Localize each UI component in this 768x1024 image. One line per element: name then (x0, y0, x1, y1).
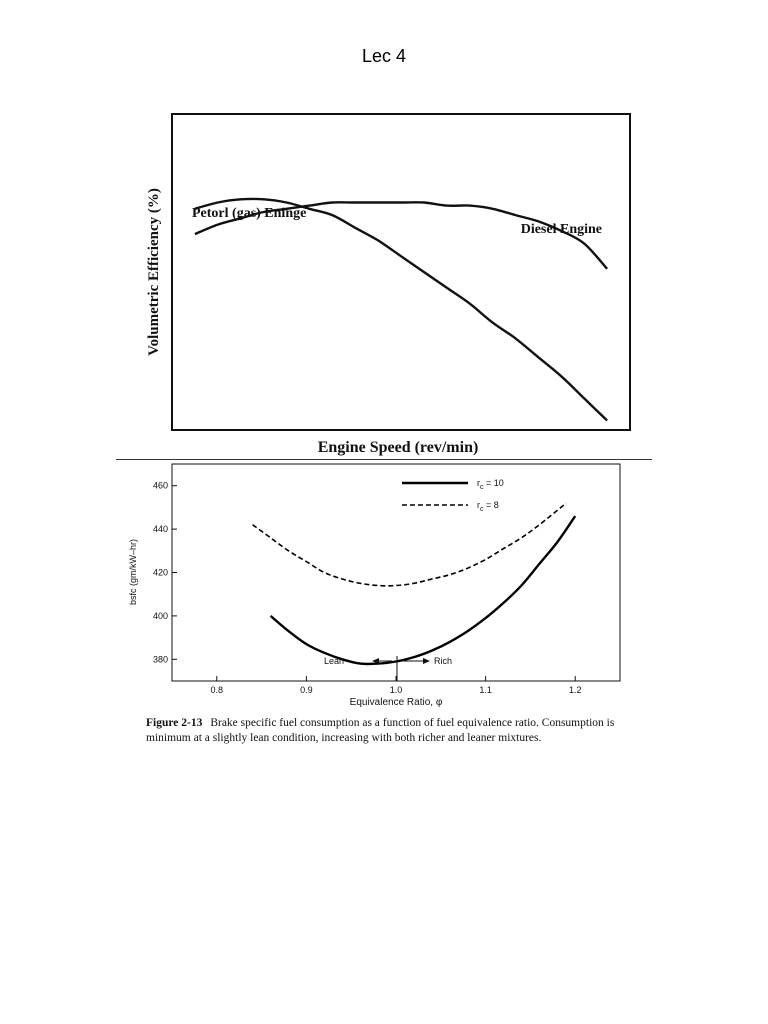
y-tick-label: 440 (152, 524, 168, 535)
figure-caption (146, 716, 616, 746)
y-tick-label: 380 (152, 654, 168, 665)
bsfc-chart (120, 462, 630, 712)
y-tick-label: 400 (152, 610, 168, 621)
caption-label: Figure 2-13 (146, 717, 203, 729)
series-line-rc10 (271, 516, 576, 664)
y-axis-label: bsfc (gm/kW–hr) (128, 538, 138, 606)
x-axis-label: Engine Speed (rev/min) (317, 439, 479, 456)
legend-label-rc8: $r_c = 8$ (477, 500, 499, 513)
x-tick-label: 0.8 (210, 685, 224, 695)
petrol-engine-label: Petorl (gas) Eninge (192, 206, 307, 221)
x-tick-label: 1.1 (479, 685, 492, 695)
diesel-engine-label: Diesel Engine (520, 222, 602, 237)
figure-divider (116, 459, 652, 460)
lean-rich-annotation (324, 656, 452, 681)
plot-frame (172, 114, 630, 430)
rich-arrowhead (423, 658, 430, 664)
lean-label: Lean (323, 656, 344, 666)
legend-label-rc10: $r_c = 10$ (477, 478, 504, 491)
x-tick-label: 1.2 (568, 685, 582, 695)
x-axis-label: Equivalence Ratio, φ (349, 697, 443, 708)
x-tick-label: 0.9 (300, 685, 313, 695)
y-tick-label: 420 (152, 567, 168, 578)
y-axis-label: Volumetric Efficiency (%) (146, 188, 162, 356)
page-header: Lec 4 (361, 46, 407, 66)
rich-label: Rich (434, 656, 453, 666)
plot-frame (172, 464, 620, 681)
volumetric-efficiency-chart (130, 100, 640, 460)
x-tick-label: 1.0 (389, 685, 403, 695)
legend (402, 478, 504, 513)
caption-text: Brake specific fuel consumption as a function of fuel equivalence ratio. Consumption is minimum at a slightly lean condition, increasing with both richer and leaner mixtures. (146, 717, 615, 744)
series-line-rc8 (253, 503, 567, 586)
y-tick-label: 460 (152, 480, 168, 491)
